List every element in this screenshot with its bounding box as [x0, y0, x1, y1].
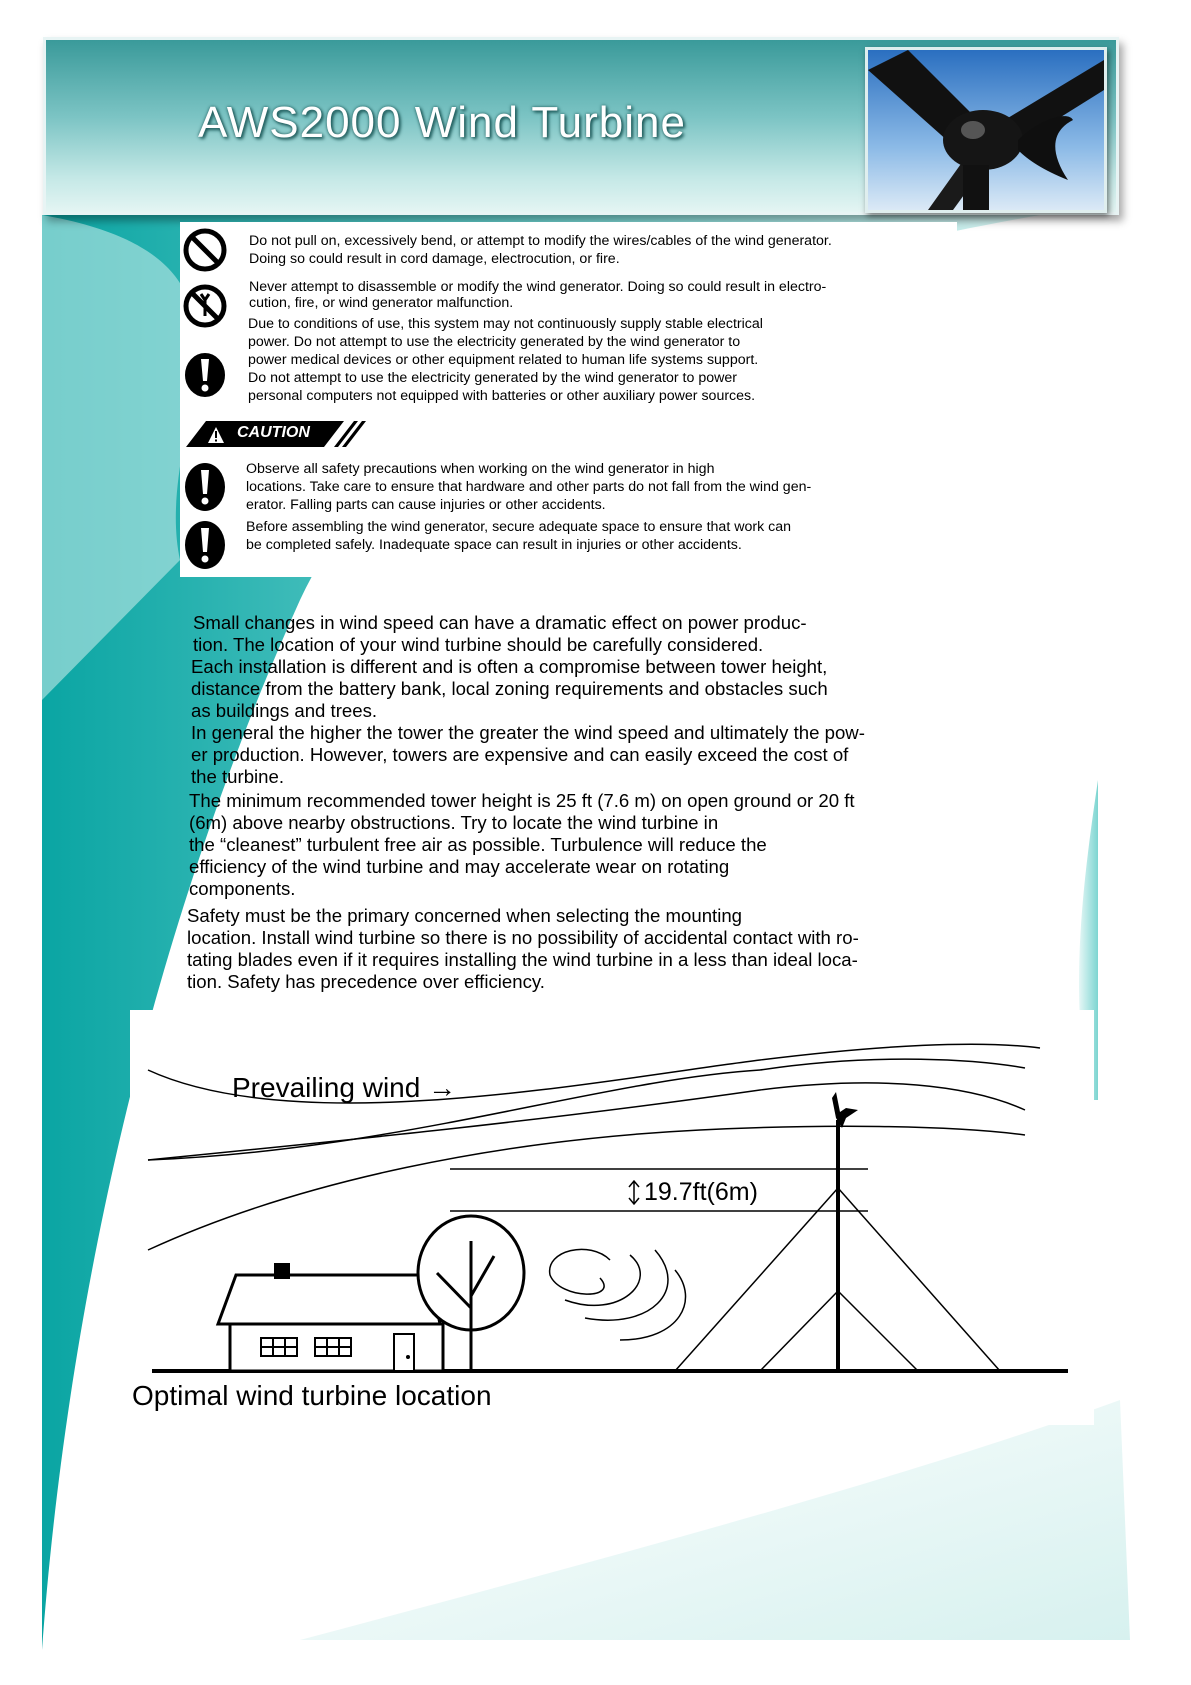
- caution-label: CAUTION: [237, 424, 310, 441]
- body-line: tating blades even if it requires installing the wind turbine in a less than ideal loca-: [187, 949, 858, 970]
- body-line: Each installation is different and is often a compromise between tower height,: [191, 656, 828, 677]
- warning-2-line-2: cution, fire, or wind generator malfunction.: [249, 295, 514, 311]
- caution-2-line-1: Before assembling the wind generator, secure adequate space to ensure that work can: [246, 519, 791, 535]
- body-line: The minimum recommended tower height is 25 ft (7.6 m) on open ground or 20 ft: [189, 790, 855, 811]
- body-line: distance from the battery bank, local zoning requirements and obstacles such: [191, 678, 828, 699]
- body-line: as buildings and trees.: [191, 700, 378, 721]
- body-line: Safety must be the primary concerned when selecting the mounting: [187, 905, 743, 926]
- body-line: In general the higher the tower the greater the wind speed and ultimately the pow-: [191, 722, 865, 743]
- warning-3-line-4: Do not attempt to use the electricity generated by the wind generator to power: [248, 370, 737, 386]
- page-title: AWS2000 Wind Turbine: [198, 98, 686, 147]
- caution-1-line-1: Observe all safety precautions when working on the wind generator in high: [246, 461, 715, 477]
- caution-1-line-2: locations. Take care to ensure that hardware and other parts do not fall from the wind gen-: [246, 479, 812, 495]
- body-line: location. Install wind turbine so there is no possibility of accidental contact with ro-: [187, 927, 859, 948]
- warning-3-line-2: power. Do not attempt to use the electricity generated by the wind generator to: [248, 334, 741, 350]
- body-line: the turbine.: [191, 766, 285, 787]
- warning-1-line-2: Doing so could result in cord damage, electrocution, or fire.: [249, 251, 620, 267]
- body-line: (6m) above nearby obstructions. Try to locate the wind turbine in: [189, 812, 719, 833]
- body-line: tion. Safety has precedence over efficiency.: [187, 971, 545, 992]
- body-line: the “cleanest” turbulent free air as possible. Turbulence will reduce the: [189, 834, 767, 855]
- height-label: 19.7ft(6m): [644, 1178, 758, 1206]
- warning-3-line-5: personal computers not equipped with batteries or other auxiliary power sources.: [248, 388, 756, 404]
- body-line: components.: [189, 878, 296, 899]
- warning-1-line-1: Do not pull on, excessively bend, or attempt to modify the wires/cables of the wind generator.: [249, 233, 832, 249]
- warning-3-line-3: power medical devices or other equipment related to human life systems support.: [248, 352, 759, 368]
- caution-2-line-2: be completed safely. Inadequate space can result in injuries or other accidents.: [246, 537, 742, 553]
- body-line: efficiency of the wind turbine and may accelerate wear on rotating: [189, 856, 730, 877]
- body-line: er production. However, towers are expensive and can easily exceed the cost of: [191, 744, 849, 765]
- body-line: Small changes in wind speed can have a dramatic effect on power produc-: [193, 612, 807, 633]
- warning-3-line-1: Due to conditions of use, this system may not continuously supply stable electrical: [248, 316, 763, 332]
- prevailing-wind-label: Prevailing wind →: [232, 1072, 457, 1103]
- caution-1-line-3: erator. Falling parts can cause injuries or other accidents.: [246, 497, 606, 513]
- warning-2-line-1: Never attempt to disassemble or modify the wind generator. Doing so could result in electro-: [249, 279, 827, 295]
- body-line: tion. The location of your wind turbine should be carefully considered.: [193, 634, 764, 655]
- diagram-caption: Optimal wind turbine location: [132, 1380, 492, 1411]
